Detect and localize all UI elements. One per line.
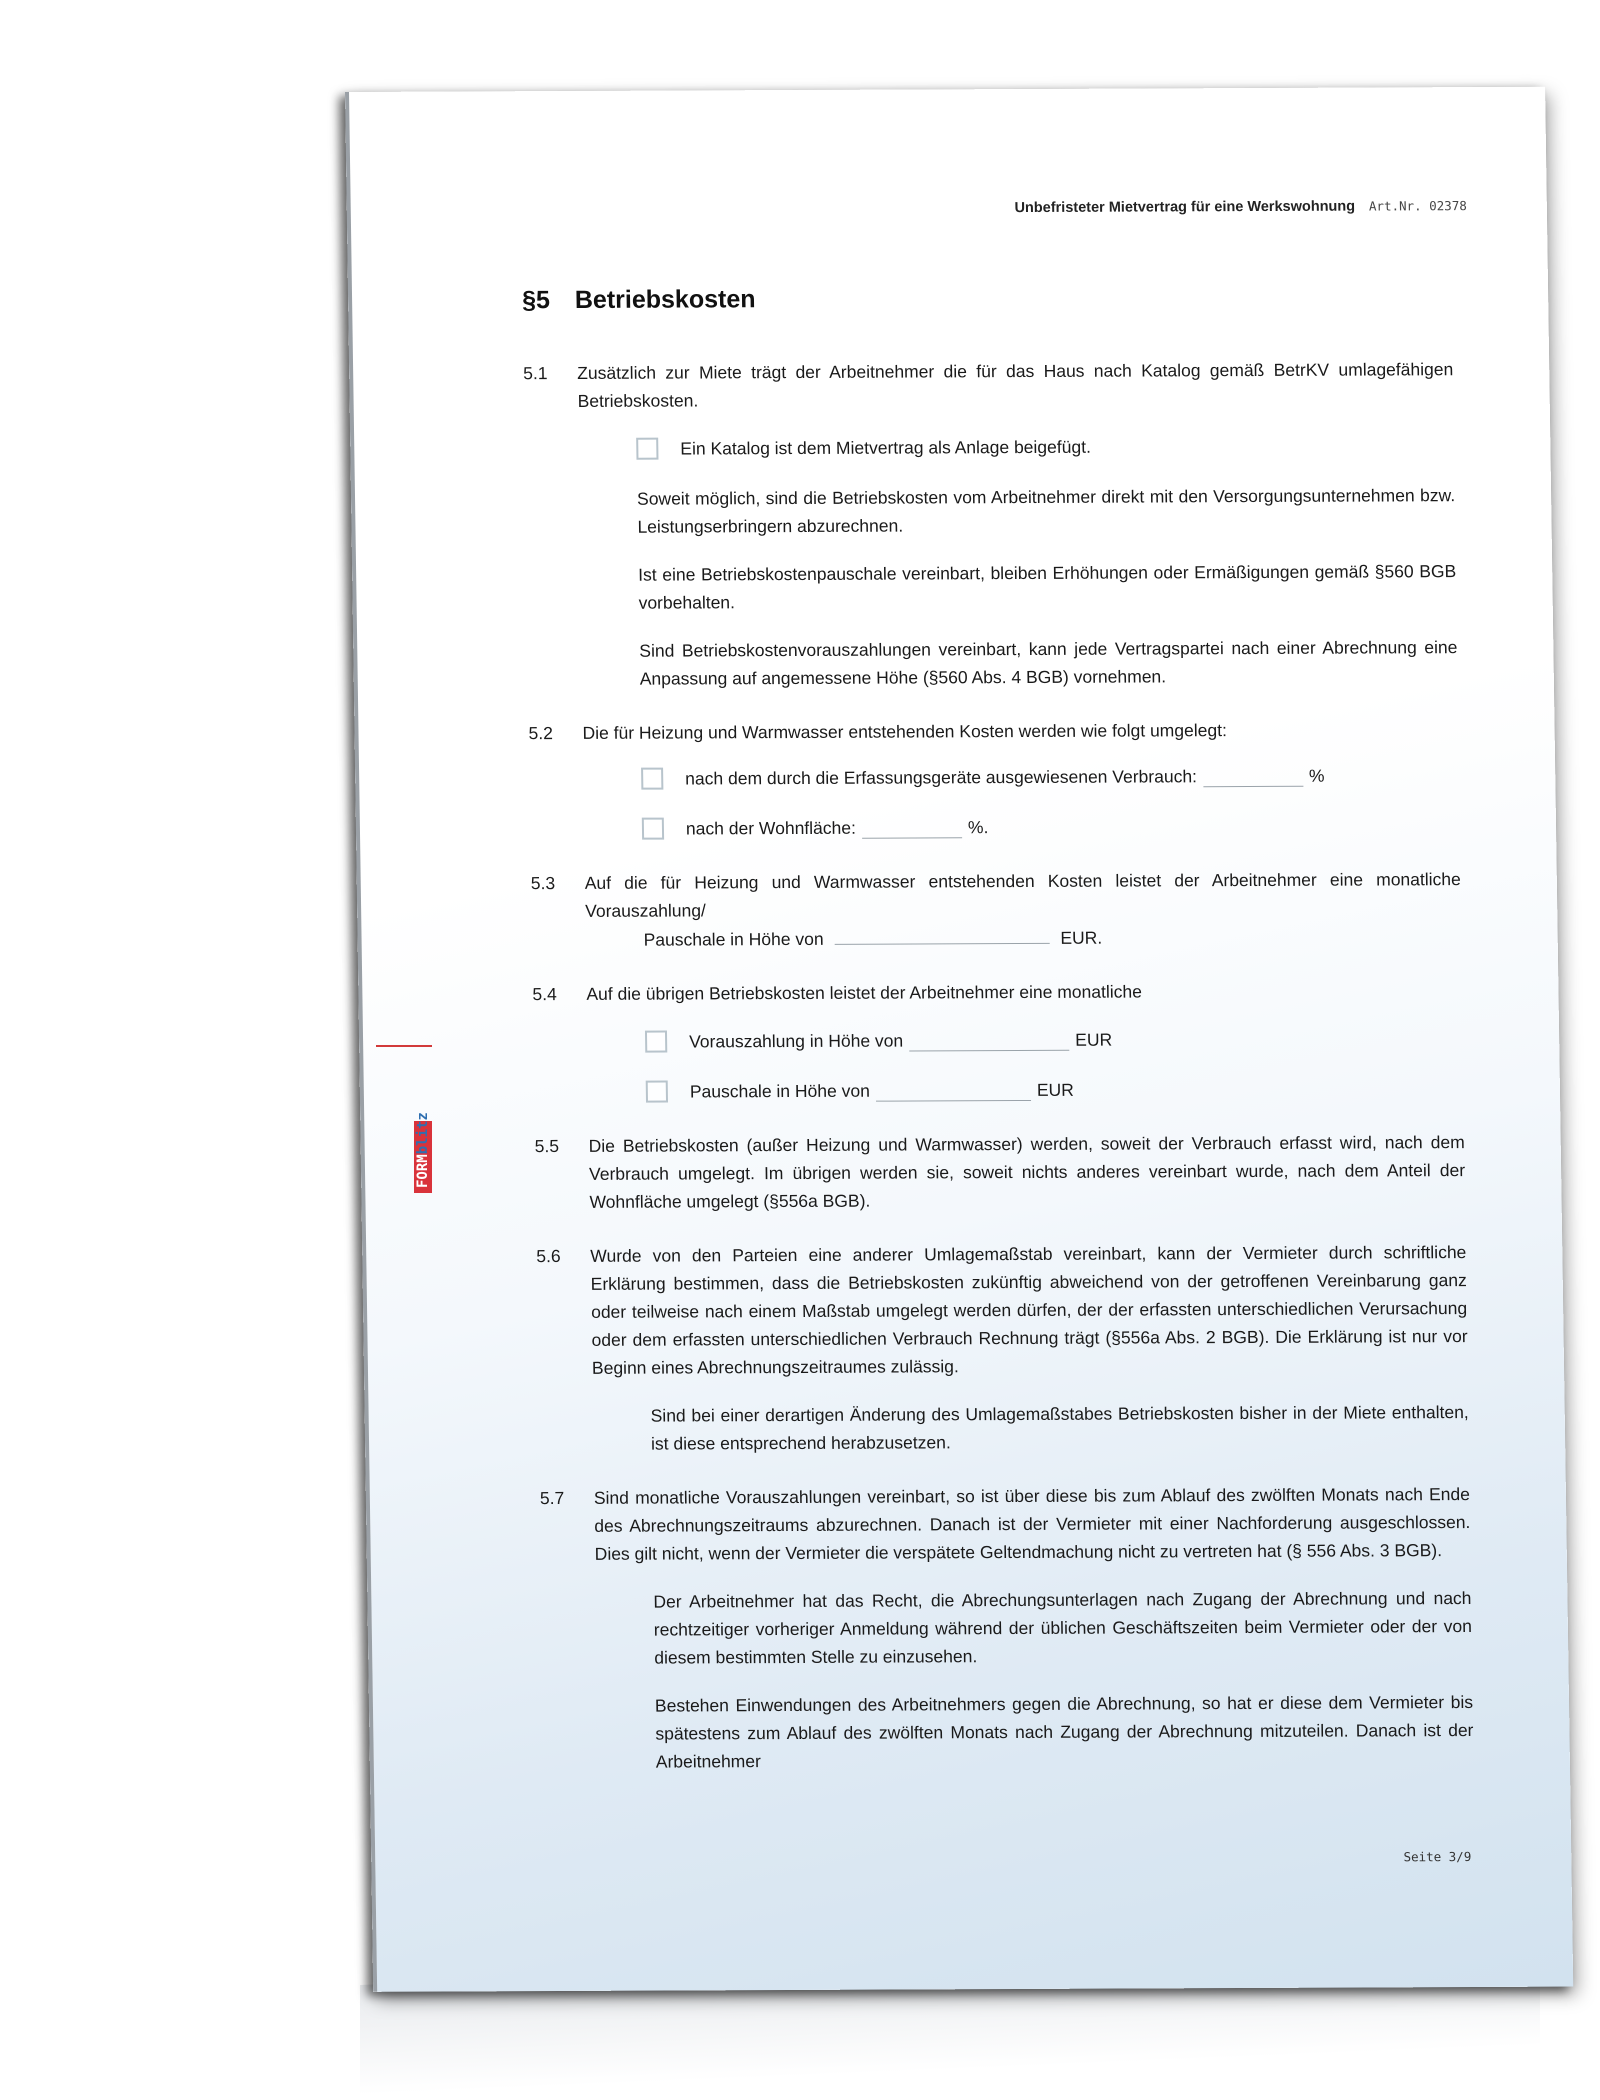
clause-number: 5.5 — [534, 1136, 560, 1157]
checkbox-row-katalog — [636, 431, 1454, 463]
clause-5-5 — [534, 1128, 1465, 1216]
option-label: Pauschale in Höhe von — [689, 1080, 871, 1102]
logo-word-blitz-part: blitz — [415, 1112, 431, 1155]
checkbox-row-verbrauch — [641, 761, 1459, 793]
logo-accent-line — [376, 1045, 432, 1047]
document-body — [523, 355, 1474, 1802]
clause-5-2 — [528, 715, 1460, 843]
option-label: nach dem durch die Erfassungsgeräte ausgewiesenen Verbrauch: — [685, 766, 1198, 789]
logo-word-blitz — [415, 1112, 431, 1188]
logo-wordmark — [414, 1049, 432, 1193]
document-header — [1014, 197, 1467, 216]
clause-text: Auf die übrigen Betriebskosten leistet der Arbeitnehmer eine monatliche — [586, 981, 1143, 1004]
section-number: §5 — [521, 286, 551, 315]
clause-5-4 — [532, 976, 1464, 1106]
wohnflaeche-checkbox[interactable] — [642, 818, 664, 840]
option-label: nach der Wohnfläche: — [685, 817, 857, 839]
clause-number: 5.6 — [536, 1246, 561, 1267]
paragraph: Der Arbeitnehmer hat das Recht, die Abrechungsunterlagen nach Zugang der Abrechnung und nach rechtzeitiger vorheriger Anmeldung während der üblichen Geschäftszeiten beim Vermieter oder der von diesem bestimmten Stelle zu einzusehen. — [653, 1588, 1473, 1668]
clause-number: 5.3 — [530, 873, 556, 894]
unit-label: EUR — [1075, 1029, 1113, 1050]
percent-input-verbrauch[interactable] — [1203, 765, 1303, 786]
amount-line — [643, 921, 1461, 954]
logo-word-form: FORM — [415, 1154, 431, 1188]
clause-5-3 — [531, 865, 1462, 954]
clause-number: 5.7 — [539, 1487, 565, 1509]
document-title: Unbefristeter Mietvertrag für eine Werkswohnung — [1014, 198, 1356, 217]
verbrauch-checkbox[interactable] — [641, 768, 663, 790]
pauschale-checkbox[interactable] — [646, 1081, 668, 1103]
clause-text: Die für Heizung und Warmwasser entstehenden Kosten werden wie folgt umgelegt: — [582, 720, 1227, 743]
logo-text — [414, 1049, 432, 1193]
clause-number: 5.2 — [528, 723, 554, 744]
vorauszahlung-checkbox[interactable] — [645, 1031, 667, 1053]
clause-5-7 — [540, 1480, 1474, 1776]
document-page — [345, 87, 1573, 1992]
katalog-checkbox[interactable] — [636, 438, 658, 460]
paragraph: Bestehen Einwendungen des Arbeitnehmers gegen die Abrechnung, so hat er diese dem Vermieter bis spätestens zum Ablauf des zwölften Monats nach Zugang der Abrechnung mitzuteilen. Danach ist der Arbeitnehmer — [654, 1692, 1474, 1772]
clause-text: Sind monatliche Vorauszahlungen vereinbart, so ist über diese bis zum Ablauf des zwölften Monats nach Ende des Abrechnungszeitraums abzurechnen. Danach ist der Vermieter mit einer Nachforderung ausgeschlossen. Dies gilt nicht, wenn der Vermieter die verspätete Geltendmachung nicht zu vertreten hat (§ 556 Abs. 3 BGB). — [593, 1484, 1471, 1564]
pauschale-input[interactable] — [876, 1079, 1031, 1101]
checkbox-label: Ein Katalog ist dem Mietvertrag als Anlage beigefügt. — [680, 436, 1092, 459]
paragraph: Sind Betriebskostenvorauszahlungen vereinbart, kann jede Vertragspartei nach einer Abrechnung eine Anpassung auf angemessene Höhe (§560 Abs. 4 BGB) vornehmen. — [639, 637, 1458, 689]
unit-label: % — [1308, 765, 1325, 786]
amount-label: Pauschale in Höhe von — [643, 928, 824, 950]
unit-label: %. — [967, 817, 989, 838]
clause-text: Wurde von den Parteien eine anderer Umlagemaßstab vereinbart, kann der Vermieter durch schriftliche Erklärung bestimmen, dass die Betriebskosten zukünftig abweichend von der getroffenen Vereinbarung ganz oder teilweise nach einem Maßstab umgelegt werden dürfen, der der erfassten unterschiedlichen Verursachung oder dem erfassten unterschiedlichen Verbrauch Rechnung trägt (§556a Abs. 2 BGB). Die Erklärung ist nur vor Beginn eines Abrechnungszeitraumes zulässig. — [590, 1242, 1468, 1378]
option-label: Vorauszahlung in Höhe von — [688, 1030, 904, 1052]
clause-number: 5.1 — [523, 363, 548, 384]
clause-5-6 — [536, 1238, 1469, 1458]
section-heading — [522, 285, 756, 315]
section-title: Betriebskosten — [574, 285, 756, 314]
paragraph: Ist eine Betriebskostenpauschale vereinbart, bleiben Erhöhungen oder Ermäßigungen gemäß §560 BGB vorbehalten. — [638, 561, 1457, 613]
paragraph: Sind bei einer derartigen Änderung des Umlagemaßstabes Betriebskosten bisher in der Miete enthalten, ist diese entsprechend herabzusetzen. — [650, 1402, 1469, 1454]
checkbox-row-vorauszahlung — [645, 1024, 1463, 1056]
vorauszahlung-input[interactable] — [909, 1029, 1069, 1051]
article-number: Art.Nr. 02378 — [1368, 198, 1467, 214]
clause-text: Zusätzlich zur Miete trägt der Arbeitnehmer die für das Haus nach Katalog gemäß BetrKV umlagefähigen Betriebskosten. — [577, 359, 1454, 411]
clause-text: Die Betriebskosten (außer Heizung und Warmwasser) werden, soweit der Verbrauch erfasst wird, nach dem Verbrauch umgelegt. Im übrigen werden sie, soweit nichts anderes vereinbart wurde, nach dem Anteil der Wohnfläche umgelegt (§556a BGB). — [588, 1132, 1466, 1212]
checkbox-row-wohnflaeche — [642, 811, 1460, 843]
amount-input[interactable] — [834, 923, 1049, 945]
unit-label: EUR. — [1060, 927, 1103, 948]
paragraph: Soweit möglich, sind die Betriebskosten vom Arbeitnehmer direkt mit den Versorgungsunternehmen bzw. Leistungserbringern abzurechnen. — [636, 485, 1456, 537]
formblitz-logo — [398, 1045, 432, 1195]
clause-number: 5.4 — [532, 984, 557, 1005]
clause-5-1 — [523, 355, 1458, 693]
unit-label: EUR — [1036, 1079, 1074, 1100]
percent-input-wohnflaeche[interactable] — [862, 817, 962, 838]
page-number: Seite 3/9 — [1403, 1849, 1472, 1865]
checkbox-row-pauschale — [646, 1074, 1464, 1106]
clause-text: Auf die für Heizung und Warmwasser entstehenden Kosten leistet der Arbeitnehmer eine monatliche Vorauszahlung/ — [584, 869, 1461, 921]
